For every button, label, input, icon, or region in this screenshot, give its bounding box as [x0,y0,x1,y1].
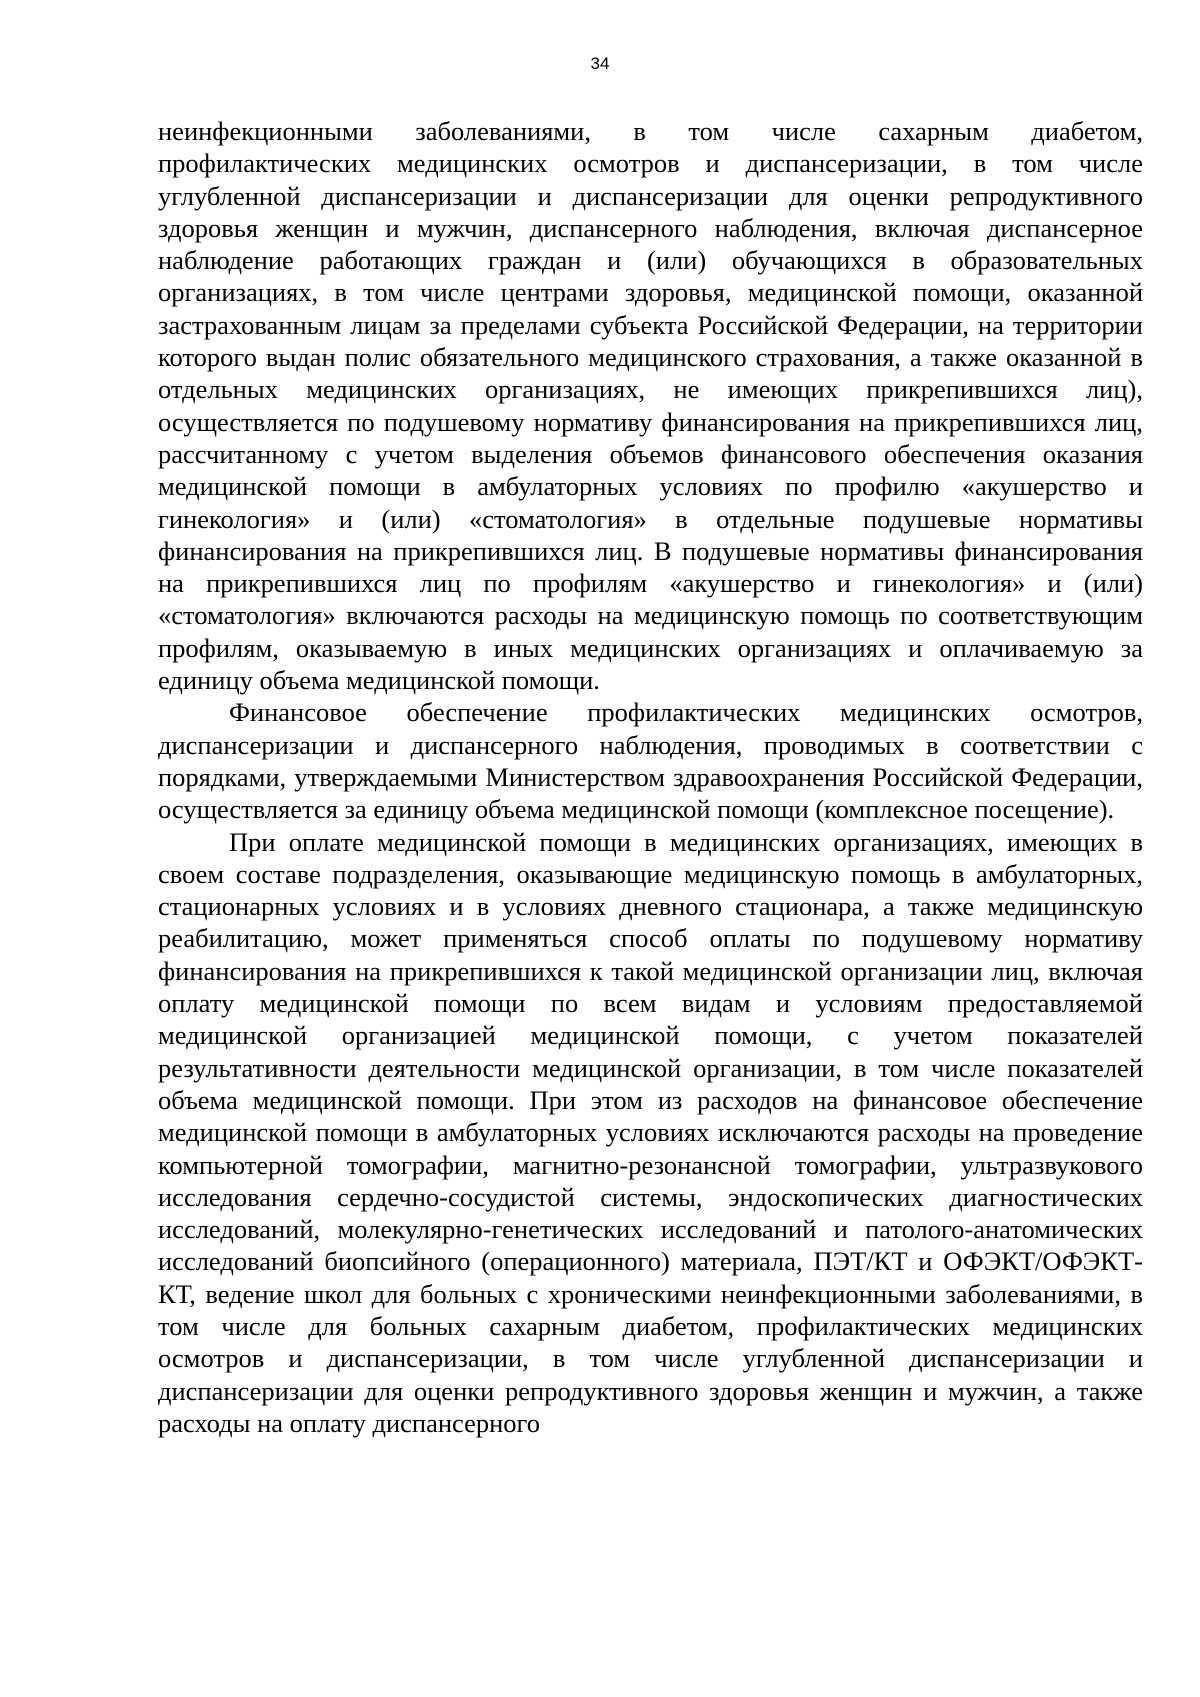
paragraph-continuation: неинфекционными заболеваниями, в том числе сахарным диабетом, профилактических медицинских осмотров и диспансеризации, в том числе углубленной диспансеризации и диспансеризации для оценки репродуктивного здоровья женщин и мужчин, диспансерного наблюдения, включая диспансерное наблюдение работающих граждан и (или) обучающихся в образовательных организациях, в том числе центрами здоровья, медицинской помощи, оказанной застрахованным лицам за пределами субъекта Российской Федерации, на территории которого выдан полис обязательного медицинского страхования, а также оказанной в отдельных медицинских организациях, не имеющих прикрепившихся лиц), осуществляется по подушевому нормативу финансирования на прикрепившихся лиц, рассчитанному с учетом выделения объемов финансового обеспечения оказания медицинской помощи в амбулаторных условиях по профилю «акушерство и гинекология» и (или) «стоматология» в отдельные подушевые нормативы финансирования на прикрепившихся лиц. В подушевые нормативы финансирования на прикрепившихся лиц по профилям «акушерство и гинекология» и (или) «стоматология» включаются расходы на медицинскую помощь по соответствующим профилям, оказываемую в иных медицинских организациях и оплачиваемую за единицу объема медицинской помощи. [158,116,1143,696]
paragraph-preventive-exams-financing: Финансовое обеспечение профилактических медицинских осмотров, диспансеризации и диспансерного наблюдения, проводимых в соответствии с порядками, утверждаемыми Министерством здравоохранения Российской Федерации, осуществляется за единицу объема медицинской помощи (комплексное посещение). [158,697,1143,825]
paragraph-per-capita-payment: При оплате медицинской помощи в медицинских организациях, имеющих в своем составе подразделения, оказывающие медицинскую помощь в амбулаторных, стационарных условиях и в условиях дневного стационара, а также медицинскую реабилитацию, может применяться способ оплаты по подушевому нормативу финансирования на прикрепившихся к такой медицинской организации лиц, включая оплату медицинской помощи по всем видам и условиям предоставляемой медицинской организацией медицинской помощи, с учетом показателей результативности деятельности медицинской организации, в том числе показателей объема медицинской помощи. При этом из расходов на финансовое обеспечение медицинской помощи в амбулаторных условиях исключаются расходы на проведение компьютерной томографии, магнитно-резонансной томографии, ультразвукового исследования сердечно-сосудистой системы, эндоскопических диагностических исследований, молекулярно-генетических исследований и патолого-анатомических исследований биопсийного (операционного) материала, ПЭТ/КТ и ОФЭКТ/ОФЭКТ-КТ, ведение школ для больных с хроническими неинфекционными заболеваниями, в том числе для больных сахарным диабетом, профилактических медицинских осмотров и диспансеризации, в том числе углубленной диспансеризации и диспансеризации для оценки репродуктивного здоровья женщин и мужчин, а также расходы на оплату диспансерного [158,826,1143,1438]
page-number: 34 [590,54,610,73]
document-body [158,115,1143,1439]
